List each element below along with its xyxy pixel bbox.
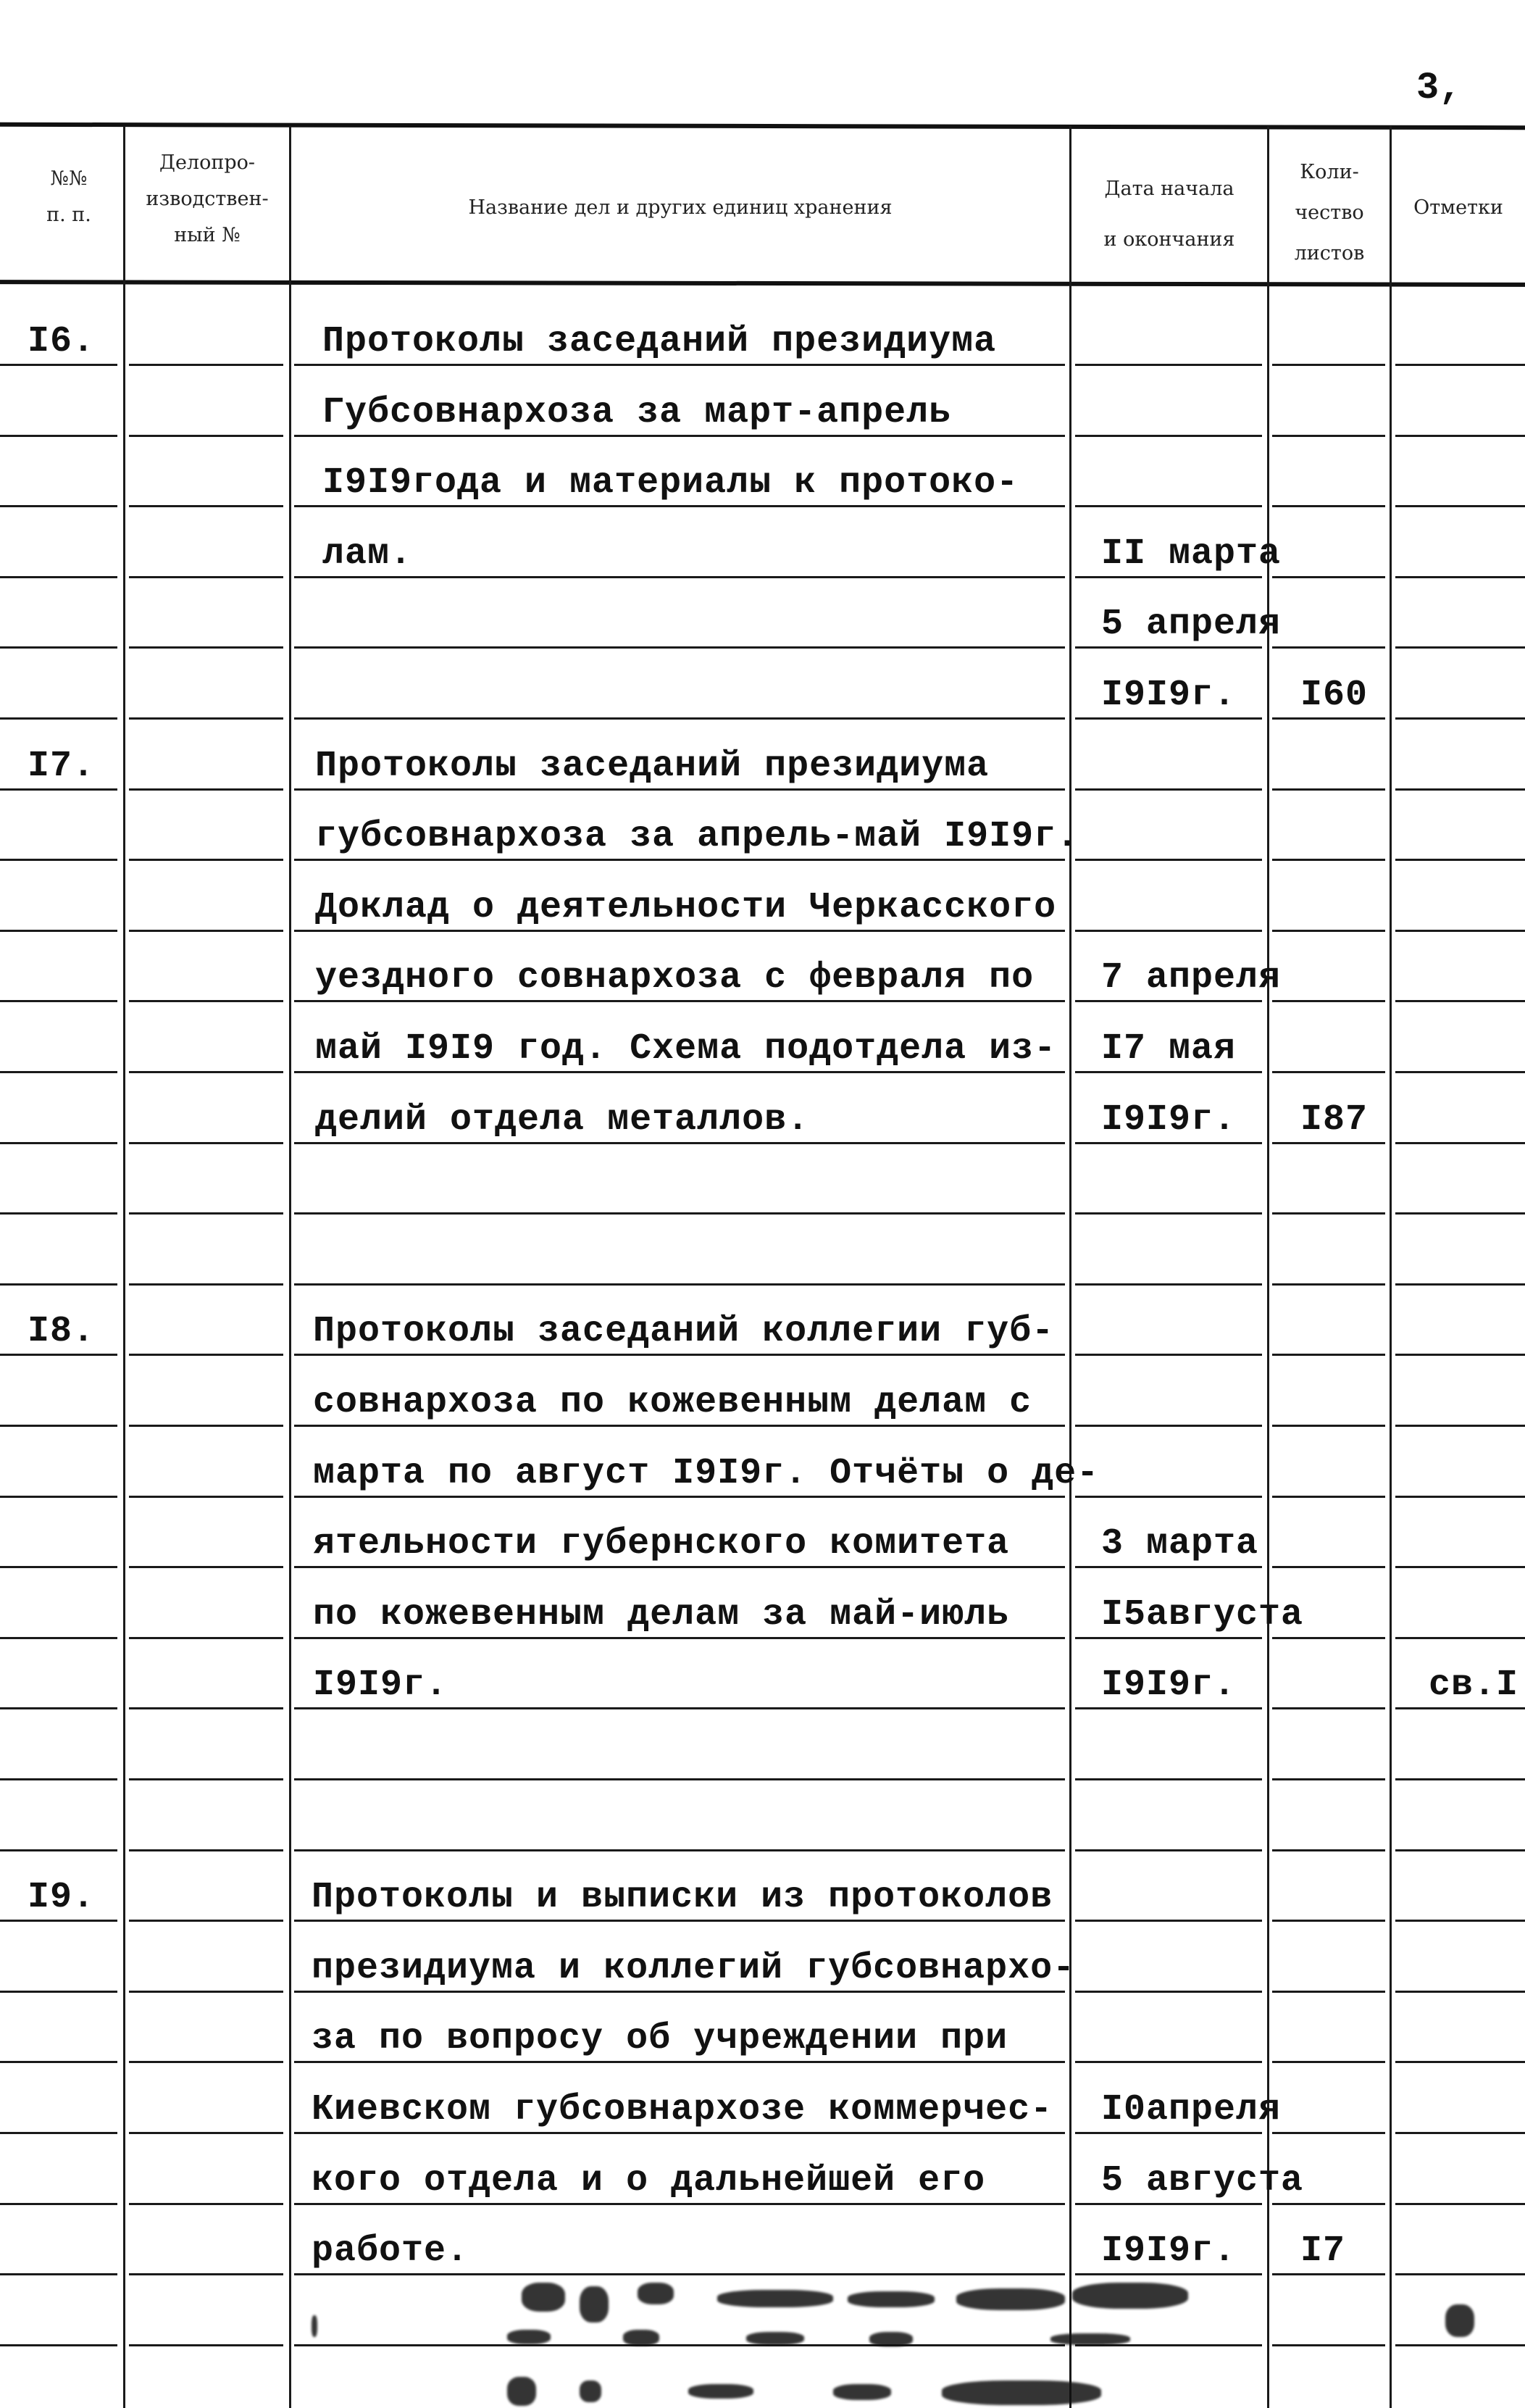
entry-number: I6. <box>28 321 96 362</box>
ruled-line <box>129 788 283 791</box>
stamp-ink <box>312 2315 317 2337</box>
ruled-line <box>1075 2132 1262 2134</box>
ruled-line <box>294 1496 1065 1498</box>
ruled-line <box>1272 1071 1385 1073</box>
ruled-line <box>1075 1707 1262 1709</box>
ruled-line <box>294 2061 1065 2063</box>
ruled-line <box>294 2203 1065 2205</box>
ruled-line <box>294 1142 1065 1144</box>
header-top-rule <box>0 122 1525 130</box>
column-divider <box>1069 126 1071 2408</box>
ruled-line <box>1075 364 1262 366</box>
stamp-ink <box>942 2380 1101 2405</box>
ruled-line <box>0 1849 117 1851</box>
entry-title-line: Протоколы и выписки из протоколов <box>312 1877 1053 1918</box>
entry-title-line: лам. <box>322 533 413 575</box>
stamp-ink <box>580 2380 601 2402</box>
ruled-line <box>1075 788 1262 791</box>
column-divider <box>1390 126 1392 2408</box>
ruled-line <box>129 2132 283 2134</box>
entry-sheet-count: I87 <box>1300 1099 1369 1141</box>
entry-date: 7 апреля <box>1101 957 1282 999</box>
ruled-line <box>1395 788 1525 791</box>
stamp-ink <box>746 2332 804 2345</box>
entry-date: I9I9г. <box>1101 675 1237 716</box>
entry-title-line: уездного совнархоза с февраля по <box>315 957 1035 999</box>
stamp-ink <box>688 2384 753 2399</box>
ruled-line <box>1075 576 1262 578</box>
ruled-line <box>1272 505 1385 507</box>
ruled-line <box>1075 717 1262 720</box>
ruled-line <box>1272 1778 1385 1780</box>
ruled-line <box>129 930 283 932</box>
ruled-line <box>0 1354 117 1356</box>
ruled-line <box>294 505 1065 507</box>
stamp-ink <box>507 2330 551 2344</box>
ruled-line <box>294 1566 1065 1568</box>
ruled-line <box>1272 364 1385 366</box>
ruled-line <box>1395 646 1525 649</box>
ruled-line <box>294 1637 1065 1639</box>
ruled-line <box>1272 859 1385 861</box>
ruled-line <box>129 1142 283 1144</box>
ruled-line <box>1272 717 1385 720</box>
stamp-ink <box>623 2330 659 2346</box>
ruled-line <box>1395 435 1525 437</box>
ruled-line <box>0 364 117 366</box>
ruled-line <box>1395 717 1525 720</box>
ruled-line <box>129 576 283 578</box>
header-office-number <box>125 145 289 254</box>
header-sheets <box>1269 152 1390 274</box>
entry-sheet-count: I60 <box>1300 675 1369 716</box>
ruled-line <box>294 1000 1065 1002</box>
ruled-line <box>1272 576 1385 578</box>
stamp-ink <box>580 2286 609 2322</box>
ruled-line <box>1395 1566 1525 1568</box>
entry-title-line: май I9I9 год. Схема подотдела из- <box>315 1028 1057 1070</box>
ruled-line <box>129 1496 283 1498</box>
ruled-line <box>0 1920 117 1922</box>
stamp-ink <box>1445 2304 1474 2337</box>
ruled-line <box>1272 1496 1385 1498</box>
ruled-line <box>1075 505 1262 507</box>
ruled-line <box>129 364 283 366</box>
ruled-line <box>1395 505 1525 507</box>
ruled-line <box>0 1496 117 1498</box>
entry-title-line: марта по август I9I9г. Отчёты о де- <box>313 1453 1100 1494</box>
ruled-line <box>1272 1283 1385 1286</box>
header-sheets-line: чество <box>1295 201 1364 224</box>
ruled-line <box>1272 646 1385 649</box>
ruled-line <box>0 576 117 578</box>
ruled-line <box>294 1212 1065 1215</box>
ruled-line <box>1395 364 1525 366</box>
ruled-line <box>1075 1142 1262 1144</box>
entry-title-line: президиума и коллегий губсовнархо- <box>312 1948 1076 1989</box>
ruled-line <box>129 1283 283 1286</box>
header-bottom-rule <box>0 280 1525 287</box>
entry-title-line: по кожевенным делам за май-июль <box>313 1594 1010 1636</box>
entry-title-line: Доклад о деятельности Черкасского <box>315 887 1057 928</box>
ruled-line <box>1395 1283 1525 1286</box>
entry-title-line: совнархоза по кожевенным делам с <box>313 1382 1032 1423</box>
entry-date: 5 апреля <box>1101 604 1282 645</box>
entry-title-line: Протоколы заседаний коллегии губ- <box>313 1311 1055 1352</box>
ruled-line <box>1272 1920 1385 1922</box>
ruled-line <box>1075 859 1262 861</box>
stamp-ink <box>1050 2333 1130 2345</box>
ruled-line <box>294 1778 1065 1780</box>
ruled-line <box>129 1849 283 1851</box>
ruled-line <box>1272 1991 1385 1993</box>
ruled-line <box>1075 1425 1262 1427</box>
ruled-line <box>1075 930 1262 932</box>
ruled-line <box>0 1637 117 1639</box>
ruled-line <box>0 1566 117 1568</box>
ruled-line <box>294 788 1065 791</box>
entry-title-line: за по вопросу об учреждении при <box>312 2018 1008 2059</box>
ruled-line <box>1272 435 1385 437</box>
entry-title-line: Протоколы заседаний президиума <box>315 746 990 787</box>
ruled-line <box>1075 1212 1262 1215</box>
ruled-line <box>294 859 1065 861</box>
entry-number: I8. <box>28 1311 96 1352</box>
header-number-line: №№ <box>50 167 88 190</box>
ruled-line <box>1395 859 1525 861</box>
entry-date: I9I9г. <box>1101 1099 1237 1141</box>
stamp-ink <box>717 2290 833 2307</box>
column-divider <box>1267 126 1269 2408</box>
ruled-line <box>1395 1071 1525 1073</box>
header-office-line: изводствен- <box>146 188 269 210</box>
ruled-line <box>129 1354 283 1356</box>
ruled-line <box>0 505 117 507</box>
ruled-line <box>1272 1425 1385 1427</box>
header-notes: Отметки <box>1413 196 1503 219</box>
entry-date: 5 августа <box>1101 2160 1304 2201</box>
entry-date: I9I9г. <box>1101 2230 1237 2272</box>
ruled-line <box>129 1707 283 1709</box>
ruled-line <box>1272 1142 1385 1144</box>
ruled-line <box>294 2132 1065 2134</box>
ruled-line <box>129 717 283 720</box>
ruled-line <box>0 1283 117 1286</box>
entry-title-line: ятельности губернского комитета <box>313 1523 1010 1565</box>
entry-title-line: I9I9года и материалы к протоко- <box>322 462 1019 504</box>
entry-date: II марта <box>1101 533 1282 575</box>
ruled-line <box>294 364 1065 366</box>
entry-number: I9. <box>28 1877 96 1918</box>
ruled-line <box>1395 2344 1525 2346</box>
ruled-line <box>1395 1778 1525 1780</box>
ruled-line <box>0 1425 117 1427</box>
ruled-line <box>1395 2273 1525 2275</box>
entry-date: I5августа <box>1101 1594 1304 1636</box>
ruled-line <box>0 2132 117 2134</box>
ruled-line <box>294 930 1065 932</box>
ruled-line <box>0 1212 117 1215</box>
ruled-line <box>1272 2344 1385 2346</box>
ruled-line <box>129 1425 283 1427</box>
ruled-line <box>0 646 117 649</box>
column-divider <box>123 126 125 2408</box>
header-title: Название дел и других единиц хранения <box>468 196 893 219</box>
ruled-line <box>1075 2203 1262 2205</box>
ruled-line <box>1395 1212 1525 1215</box>
entry-title-line: губсовнархоза за апрель-май I9I9г. <box>315 816 1079 857</box>
entry-date: I7 мая <box>1101 1028 1237 1070</box>
ruled-line <box>1272 2273 1385 2275</box>
entry-sheet-count: I7 <box>1300 2230 1346 2272</box>
ruled-line <box>129 2273 283 2275</box>
ruled-line <box>1395 1707 1525 1709</box>
ruled-line <box>1272 788 1385 791</box>
ruled-line <box>1395 1000 1525 1002</box>
ruled-line <box>129 646 283 649</box>
entry-date: I9I9г. <box>1101 1665 1237 1706</box>
ruled-line <box>0 2273 117 2275</box>
ruled-line <box>0 435 117 437</box>
entry-title-line: работе. <box>312 2230 469 2272</box>
ruled-line <box>129 1000 283 1002</box>
ruled-line <box>129 1212 283 1215</box>
ruled-line <box>129 505 283 507</box>
ruled-line <box>1075 1778 1262 1780</box>
entry-number: I7. <box>28 746 96 787</box>
ruled-line <box>129 1637 283 1639</box>
ruled-line <box>1075 1920 1262 1922</box>
ruled-line <box>1075 1354 1262 1356</box>
ruled-line <box>1395 1637 1525 1639</box>
ruled-line <box>0 930 117 932</box>
ruled-line <box>129 2061 283 2063</box>
ruled-line <box>1272 1000 1385 1002</box>
ruled-line <box>129 2203 283 2205</box>
ruled-line <box>1395 1354 1525 1356</box>
ruled-line <box>0 1000 117 1002</box>
ruled-line <box>129 1071 283 1073</box>
entry-title-line: Киевском губсовнархозе коммерчес- <box>312 2089 1053 2130</box>
ruled-line <box>0 2344 117 2346</box>
ruled-line <box>1395 1920 1525 1922</box>
ruled-line <box>1395 2061 1525 2063</box>
ruled-line <box>1272 1707 1385 1709</box>
ruled-line <box>129 1920 283 1922</box>
ruled-line <box>294 717 1065 720</box>
ruled-line <box>1395 1142 1525 1144</box>
ruled-line <box>1075 1000 1262 1002</box>
ruled-line <box>0 2061 117 2063</box>
ruled-line <box>1272 2132 1385 2134</box>
ruled-line <box>1395 930 1525 932</box>
ruled-line <box>129 1991 283 1993</box>
ruled-line <box>294 1354 1065 1356</box>
page-number: 3, <box>1416 67 1462 109</box>
ruled-line <box>1075 1496 1262 1498</box>
ruled-line <box>0 859 117 861</box>
ruled-line <box>1395 1425 1525 1427</box>
ruled-line <box>129 859 283 861</box>
ruled-line <box>129 1778 283 1780</box>
header-dates <box>1071 164 1267 265</box>
ruled-line <box>0 1778 117 1780</box>
stamp-ink <box>638 2283 674 2304</box>
ruled-line <box>1395 2132 1525 2134</box>
ruled-line <box>1075 2273 1262 2275</box>
ruled-line <box>1075 1071 1262 1073</box>
entry-title-line: Губсовнархоза за март-апрель <box>322 392 952 433</box>
ruled-line <box>0 1071 117 1073</box>
entry-title-line: I9I9г. <box>313 1665 448 1706</box>
stamp-ink <box>1072 2283 1188 2309</box>
ruled-line <box>294 435 1065 437</box>
entry-date: I0апреля <box>1101 2089 1282 2130</box>
ruled-line <box>1075 1566 1262 1568</box>
ruled-line <box>294 2273 1065 2275</box>
stamp-ink <box>833 2384 891 2400</box>
ruled-line <box>1395 1496 1525 1498</box>
ruled-line <box>1395 2203 1525 2205</box>
entry-notes: св.I <box>1429 1665 1519 1706</box>
entry-title-line: Протоколы заседаний президиума <box>322 321 997 362</box>
stamp-ink <box>522 2283 565 2312</box>
ruled-line <box>1272 1637 1385 1639</box>
ruled-line <box>294 1283 1065 1286</box>
entry-title-line: кого отдела и о дальнейшей его <box>312 2160 986 2201</box>
ruled-line <box>1075 1637 1262 1639</box>
ruled-line <box>0 1142 117 1144</box>
ruled-line <box>294 1920 1065 1922</box>
ruled-line <box>1272 1354 1385 1356</box>
ruled-line <box>0 788 117 791</box>
ruled-line <box>1075 1991 1262 1993</box>
stamp-ink <box>848 2291 935 2307</box>
ruled-line <box>294 2344 1065 2346</box>
ruled-line <box>294 1849 1065 1851</box>
ruled-line <box>1075 646 1262 649</box>
ruled-line <box>0 2203 117 2205</box>
ruled-line <box>0 1707 117 1709</box>
ruled-line <box>294 1425 1065 1427</box>
header-number-line: п. п. <box>46 204 91 226</box>
entry-title-line: делий отдела металлов. <box>315 1099 810 1141</box>
ruled-line <box>129 435 283 437</box>
ruled-line <box>1075 2061 1262 2063</box>
header-sheets-line: листов <box>1294 242 1365 264</box>
ruled-line <box>1272 2061 1385 2063</box>
ruled-line <box>1075 1283 1262 1286</box>
ruled-line <box>1272 930 1385 932</box>
ruled-line <box>129 2344 283 2346</box>
ruled-line <box>1272 1849 1385 1851</box>
stamp-ink <box>956 2288 1065 2310</box>
ruled-line <box>1395 1991 1525 1993</box>
ruled-line <box>294 1707 1065 1709</box>
ruled-line <box>1075 435 1262 437</box>
header-sheets-line: Коли- <box>1300 161 1359 183</box>
header-dates-line: Дата начала <box>1104 178 1234 200</box>
header-dates-line: и окончания <box>1103 228 1235 251</box>
ruled-line <box>294 1991 1065 1993</box>
ruled-line <box>129 1566 283 1568</box>
ruled-line <box>294 646 1065 649</box>
header-office-line: ный № <box>174 224 241 246</box>
ruled-line <box>0 717 117 720</box>
ruled-line <box>1395 576 1525 578</box>
stamp-ink <box>869 2332 913 2346</box>
stamp-ink <box>507 2377 536 2406</box>
ruled-line <box>1075 1849 1262 1851</box>
ruled-line <box>1272 2203 1385 2205</box>
ruled-line <box>1395 1849 1525 1851</box>
header-number <box>14 161 123 233</box>
ruled-line <box>294 1071 1065 1073</box>
column-divider <box>289 126 291 2408</box>
ruled-line <box>0 1991 117 1993</box>
ruled-line <box>294 576 1065 578</box>
header-office-line: Делопро- <box>159 151 255 174</box>
ruled-line <box>1272 1212 1385 1215</box>
ruled-line <box>1272 1566 1385 1568</box>
entry-date: 3 марта <box>1101 1523 1259 1565</box>
